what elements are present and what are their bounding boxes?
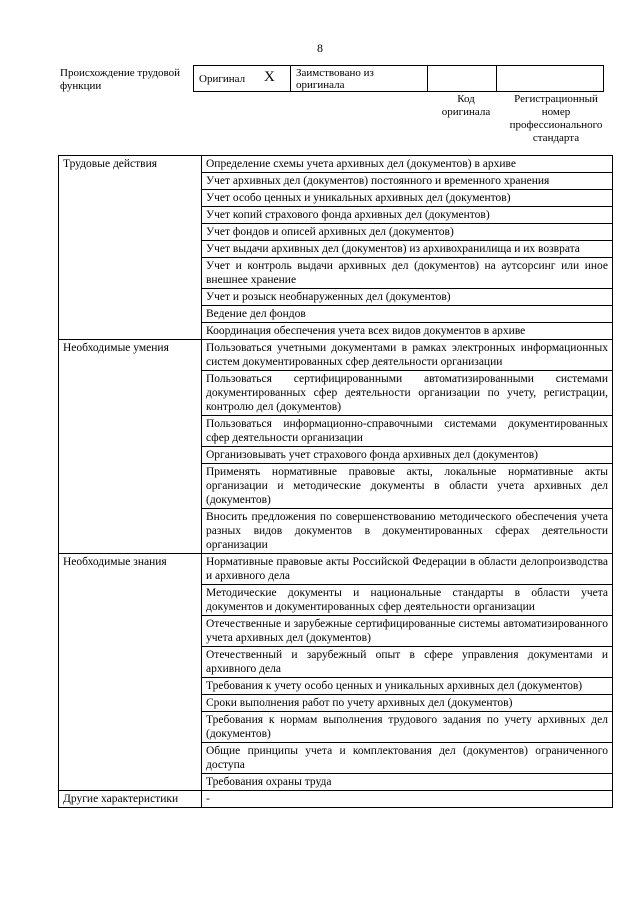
table-row (59, 791, 613, 808)
required-knowledge-item: Отечественный и зарубежный опыт в сфере управления документами и архивного дела (202, 647, 613, 678)
function-table (58, 155, 613, 808)
required-knowledge-item: Методические документы и национальные стандарты в области учета документов и документированных сфер деятельности организации (202, 585, 613, 616)
labor-actions-item: Учет архивных дел (документов) постоянного и временного хранения (202, 173, 613, 190)
labor-actions-title: Трудовые действия (59, 156, 202, 340)
required-knowledge-item: Отечественные и зарубежные сертифицированные системы автоматизированного учета архивных дел (документов) (202, 616, 613, 647)
reg-number-caption: Регистрационный номер профессионального стандарта (509, 93, 603, 144)
borrowed-cell: Заимствовано из оригинала (291, 66, 428, 92)
required-skills-item: Пользоваться информационно-справочными системами документированных сфер деятельности организации (202, 416, 613, 447)
required-knowledge-item: Требования охраны труда (202, 774, 613, 791)
table-row (59, 554, 613, 585)
labor-actions-item: Определение схемы учета архивных дел (документов) в архиве (202, 156, 613, 173)
required-skills-item: Вносить предложения по совершенствованию методического обеспечения учета разных видов документов в документированных сферах деятельности организации (202, 509, 613, 554)
origin-table (193, 65, 604, 92)
required-knowledge-item: Общие принципы учета и комплектования дел (документов) ограниченного доступа (202, 743, 613, 774)
table-row (59, 340, 613, 371)
required-skills-item: Пользоваться сертифицированными автоматизированными системами документированных сфер деятельности организации по учету, регистрации, контролю дел (документов) (202, 371, 613, 416)
required-knowledge-item: Требования к нормам выполнения трудового задания по учету архивных дел (документов) (202, 712, 613, 743)
required-knowledge-item: Нормативные правовые акты Российской Федерации в области делопроизводства и архивного дела (202, 554, 613, 585)
required-skills-item: Организовывать учет страхового фонда архивных дел (документов) (202, 447, 613, 464)
labor-actions-item: Ведение дел фондов (202, 306, 613, 323)
code-caption: Код оригинала (441, 93, 491, 118)
page-number: 8 (317, 41, 323, 55)
original-label: Оригинал (199, 72, 246, 85)
other-characteristics-title: Другие характеристики (59, 791, 202, 808)
origin-label: Происхождение трудовой функции (60, 67, 181, 92)
original-cell (194, 66, 291, 92)
code-cell (428, 66, 497, 92)
other-characteristics-item: - (202, 791, 613, 808)
required-skills-title: Необходимые умения (59, 340, 202, 554)
reg-number-cell (497, 66, 604, 92)
required-skills-item: Применять нормативные правовые акты, локальные нормативные акты организации и методические документы в области учета архивных дел (документов) (202, 464, 613, 509)
required-knowledge-title: Необходимые знания (59, 554, 202, 791)
original-mark: X (264, 69, 275, 85)
labor-actions-item: Координация обеспечения учета всех видов документов в архиве (202, 323, 613, 340)
required-knowledge-item: Требования к учету особо ценных и уникальных архивных дел (документов) (202, 678, 613, 695)
labor-actions-item: Учет выдачи архивных дел (документов) из архивохранилища и их возврата (202, 241, 613, 258)
labor-actions-item: Учет копий страхового фонда архивных дел (документов) (202, 207, 613, 224)
labor-actions-item: Учет и контроль выдачи архивных дел (документов) на аутсорсинг или иное внешнее хранение (202, 258, 613, 289)
labor-actions-item: Учет и розыск необнаруженных дел (документов) (202, 289, 613, 306)
labor-actions-item: Учет фондов и описей архивных дел (документов) (202, 224, 613, 241)
table-row (59, 156, 613, 173)
required-skills-item: Пользоваться учетными документами в рамках электронных информационных систем документированных сфер деятельности организации (202, 340, 613, 371)
labor-actions-item: Учет особо ценных и уникальных архивных дел (документов) (202, 190, 613, 207)
required-knowledge-item: Сроки выполнения работ по учету архивных дел (документов) (202, 695, 613, 712)
